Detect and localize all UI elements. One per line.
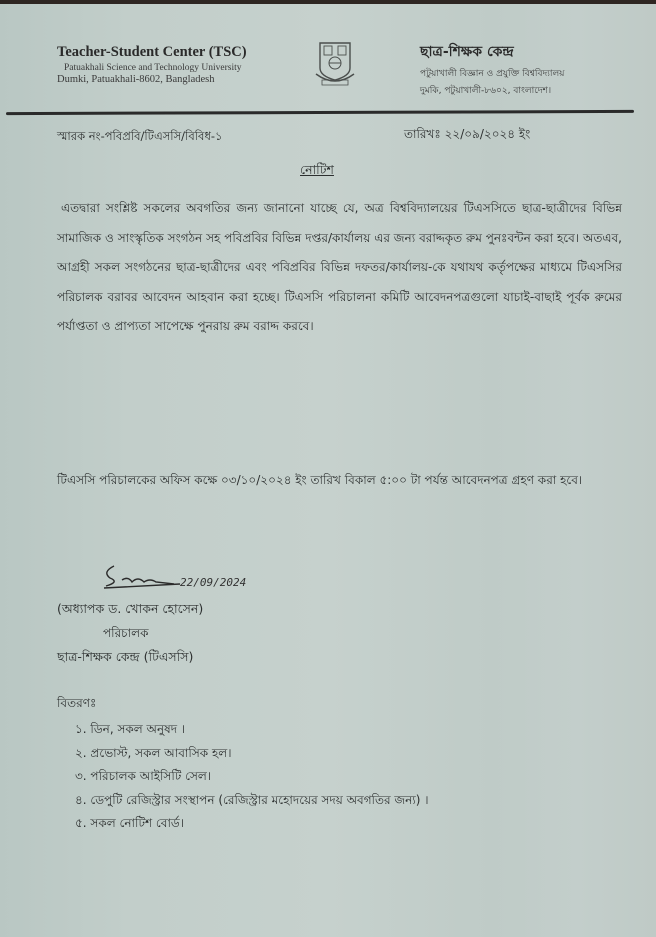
university-crest-icon [314,40,356,86]
distribution-item: ২. প্রভোস্ট, সকল আবাসিক হল। [75,745,232,760]
notice-document [0,4,656,937]
signatory-name: (অধ্যাপক ড. খোকন হোসেন) [57,601,204,616]
signature-date: 22/09/2024 [180,576,247,589]
distribution-list [75,718,429,836]
notice-paragraph-2: টিএসসি পরিচালকের অফিস কক্ষে ০৩/১০/২০২৪ ইং তারিখ বিকাল ৫:০০ টা পর্যন্ত আবেদনপত্র গ্রহণ করা হবে। [57,473,583,487]
distribution-item: ৩. পরিচালক আইসিটি সেল। [75,769,212,783]
header-english [57,44,247,85]
distribution-item: ১. ডিন, সকল অনুষদ । [75,722,186,736]
distribution-label: বিতরণঃ [57,696,97,710]
header-university-bn: পটুয়াখালী বিজ্ঞান ও প্রযুক্তি বিশ্ববিদ্যালয় [420,69,565,79]
distribution-item: ৫. সকল নোটিশ বোর্ড। [75,816,185,830]
header-university-en: Patuakhali Science and Technology University [64,63,242,73]
notice-title: নোটিশ [300,162,334,177]
header-divider [6,110,634,115]
header-address-bn: দুমকি, পটুয়াখালী-৮৬০২, বাংলাদেশ। [420,86,552,96]
header-title-en: Teacher-Student Center (TSC) [57,44,247,60]
header-address-en: Dumki, Patuakhali-8602, Bangladesh [57,74,215,85]
header-title-bn: ছাত্র-শিক্ষক কেন্দ্র [420,44,514,60]
distribution-item: ৪. ডেপুটি রেজিস্ট্রার সংস্থাপন (রেজিস্ট্রার মহোদয়ের সদয় অবগতির জন্য) । [75,792,429,807]
signatory-designation: পরিচালক [103,626,149,640]
signatory-organization: ছাত্র-শিক্ষক কেন্দ্র (টিএসসি) [57,649,194,664]
memo-date: তারিখঃ ২২/০৯/২০২৪ ইং [404,127,531,141]
memo-reference: স্মারক নং-পবিপ্রবি/টিএসসি/বিবিধ-১ [57,129,223,143]
signature-scribble-icon [100,564,185,598]
notice-paragraph-1: এতদ্বারা সংশ্লিষ্ট সকলের অবগতির জন্য জানানো যাচ্ছে যে, অত্র বিশ্ববিদ্যালয়ের টিএসসিতে ছাত্র-ছাত্রীদের বিভিন্ন সামাজিক ও সাংস্কৃতিক সংগঠন সহ পবিপ্রবির বিভিন্ন দপ্তর/কার্যালয় এর জন্য বরাদ্দকৃত রুম পুনঃবন্টন করা হবে। অতএব, আগ্রহী সকল সংগঠনের ছাত্র-ছাত্রীদের এবং পবিপ্রবির বিভিন্ন দফতর/কার্যালয়-কে যথাযথ কর্তৃপক্ষের মাধ্যমে টিএসসির পরিচালক বরাবর আবেদন আহবান করা হচ্ছে। টিএসসি পরিচালনা কমিটি আবেদনপত্রগুলো যাচাই-বাছাই পূর্বক রুমের পর্যাপ্ততা ও প্রাপ্যতা সাপেক্ষে পুনরায় রুম বরাদ্দ করবে। [57,201,622,333]
header-bangla [420,40,564,98]
